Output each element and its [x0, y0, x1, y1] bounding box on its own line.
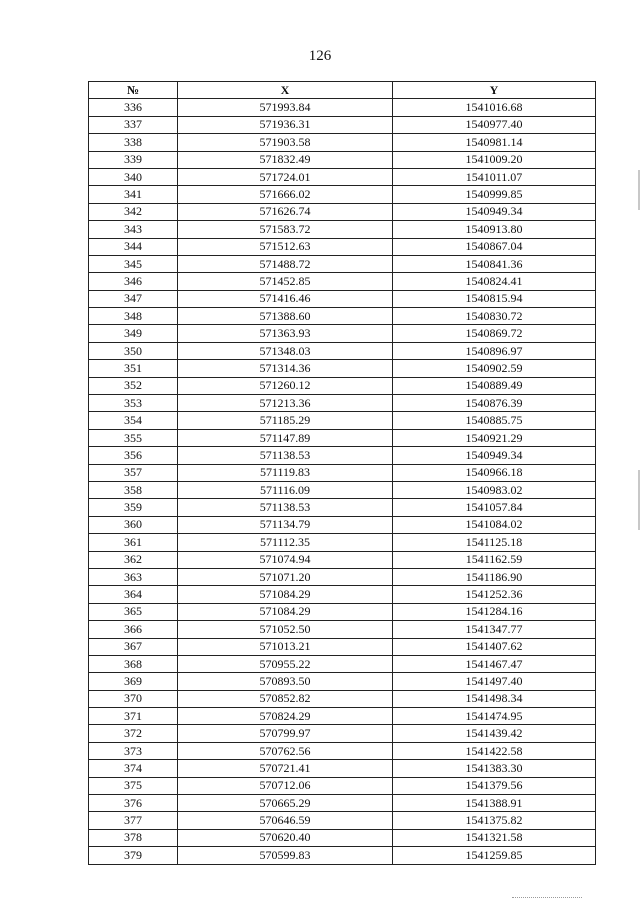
- cell-number: 361: [89, 534, 178, 551]
- cell-number: 339: [89, 151, 178, 168]
- cell-y: 1541497.40: [393, 673, 596, 690]
- cell-y: 1541125.18: [393, 534, 596, 551]
- cell-y: 1540889.49: [393, 377, 596, 394]
- scan-artifact-dots: [512, 897, 582, 899]
- cell-number: 370: [89, 690, 178, 707]
- cell-y: 1540824.41: [393, 273, 596, 290]
- table-header-row: [89, 82, 596, 99]
- cell-x: 571903.58: [178, 134, 393, 151]
- cell-number: 362: [89, 551, 178, 568]
- cell-y: 1540949.34: [393, 203, 596, 220]
- cell-number: 376: [89, 795, 178, 812]
- cell-y: 1540902.59: [393, 360, 596, 377]
- cell-x: 570599.83: [178, 847, 393, 864]
- cell-x: 571260.12: [178, 377, 393, 394]
- cell-number: 337: [89, 116, 178, 133]
- cell-number: 344: [89, 238, 178, 255]
- cell-y: 1541439.42: [393, 725, 596, 742]
- cell-y: 1541084.02: [393, 516, 596, 533]
- cell-x: 570824.29: [178, 708, 393, 725]
- cell-number: 347: [89, 290, 178, 307]
- cell-y: 1540999.85: [393, 186, 596, 203]
- cell-number: 338: [89, 134, 178, 151]
- cell-x: 571314.36: [178, 360, 393, 377]
- cell-x: 571512.63: [178, 238, 393, 255]
- cell-number: 364: [89, 586, 178, 603]
- cell-x: 571388.60: [178, 308, 393, 325]
- cell-number: 340: [89, 168, 178, 185]
- cell-x: 571119.83: [178, 464, 393, 481]
- table-row: [89, 481, 596, 498]
- column-header-x: X: [178, 82, 393, 99]
- table-row: [89, 325, 596, 342]
- cell-x: 571832.49: [178, 151, 393, 168]
- cell-x: 570721.41: [178, 760, 393, 777]
- cell-x: 571074.94: [178, 551, 393, 568]
- cell-x: 571112.35: [178, 534, 393, 551]
- cell-x: 571452.85: [178, 273, 393, 290]
- cell-x: 571138.53: [178, 499, 393, 516]
- cell-x: 571363.93: [178, 325, 393, 342]
- cell-x: 570893.50: [178, 673, 393, 690]
- cell-y: 1541379.56: [393, 777, 596, 794]
- cell-y: 1540966.18: [393, 464, 596, 481]
- cell-y: 1541375.82: [393, 812, 596, 829]
- cell-y: 1541011.07: [393, 168, 596, 185]
- cell-x: 571993.84: [178, 99, 393, 116]
- table-row: [89, 847, 596, 864]
- cell-x: 571084.29: [178, 586, 393, 603]
- cell-y: 1540896.97: [393, 342, 596, 359]
- column-header-number: №: [89, 82, 178, 99]
- table-row: [89, 708, 596, 725]
- table-row: [89, 603, 596, 620]
- cell-number: 369: [89, 673, 178, 690]
- table-row: [89, 725, 596, 742]
- table-row: [89, 412, 596, 429]
- table-row: [89, 516, 596, 533]
- cell-number: 366: [89, 621, 178, 638]
- cell-number: 352: [89, 377, 178, 394]
- cell-x: 571583.72: [178, 221, 393, 238]
- cell-y: 1541347.77: [393, 621, 596, 638]
- cell-number: 343: [89, 221, 178, 238]
- table-row: [89, 812, 596, 829]
- cell-number: 377: [89, 812, 178, 829]
- cell-x: 571626.74: [178, 203, 393, 220]
- table-body: [89, 99, 596, 864]
- cell-number: 346: [89, 273, 178, 290]
- cell-number: 341: [89, 186, 178, 203]
- cell-number: 358: [89, 481, 178, 498]
- cell-y: 1541259.85: [393, 847, 596, 864]
- table-row: [89, 238, 596, 255]
- coordinates-table: [88, 81, 596, 865]
- cell-x: 571666.02: [178, 186, 393, 203]
- cell-y: 1541252.36: [393, 586, 596, 603]
- table-row: [89, 134, 596, 151]
- cell-x: 570799.97: [178, 725, 393, 742]
- cell-x: 571013.21: [178, 638, 393, 655]
- cell-y: 1541422.58: [393, 742, 596, 759]
- cell-y: 1541009.20: [393, 151, 596, 168]
- cell-number: 356: [89, 447, 178, 464]
- table-row: [89, 360, 596, 377]
- cell-number: 357: [89, 464, 178, 481]
- table-row: [89, 777, 596, 794]
- column-header-y: Y: [393, 82, 596, 99]
- table-row: [89, 655, 596, 672]
- cell-number: 342: [89, 203, 178, 220]
- cell-number: 351: [89, 360, 178, 377]
- cell-x: 571724.01: [178, 168, 393, 185]
- table-row: [89, 203, 596, 220]
- cell-number: 360: [89, 516, 178, 533]
- cell-y: 1540921.29: [393, 429, 596, 446]
- cell-x: 570762.56: [178, 742, 393, 759]
- cell-y: 1541383.30: [393, 760, 596, 777]
- table-row: [89, 168, 596, 185]
- cell-number: 374: [89, 760, 178, 777]
- table-row: [89, 342, 596, 359]
- cell-x: 570852.82: [178, 690, 393, 707]
- cell-number: 345: [89, 255, 178, 272]
- cell-x: 571138.53: [178, 447, 393, 464]
- cell-number: 378: [89, 829, 178, 846]
- cell-number: 367: [89, 638, 178, 655]
- cell-y: 1541162.59: [393, 551, 596, 568]
- cell-x: 570712.06: [178, 777, 393, 794]
- table-row: [89, 534, 596, 551]
- cell-x: 570620.40: [178, 829, 393, 846]
- cell-y: 1540876.39: [393, 395, 596, 412]
- cell-y: 1540867.04: [393, 238, 596, 255]
- cell-x: 571116.09: [178, 481, 393, 498]
- cell-number: 365: [89, 603, 178, 620]
- cell-number: 350: [89, 342, 178, 359]
- table-row: [89, 568, 596, 585]
- table-row: [89, 464, 596, 481]
- cell-x: 571134.79: [178, 516, 393, 533]
- cell-number: 368: [89, 655, 178, 672]
- cell-y: 1541284.16: [393, 603, 596, 620]
- table-row: [89, 638, 596, 655]
- table-row: [89, 429, 596, 446]
- cell-number: 371: [89, 708, 178, 725]
- cell-number: 349: [89, 325, 178, 342]
- cell-x: 570955.22: [178, 655, 393, 672]
- cell-number: 363: [89, 568, 178, 585]
- table-row: [89, 186, 596, 203]
- table-row: [89, 116, 596, 133]
- table-row: [89, 221, 596, 238]
- cell-number: 348: [89, 308, 178, 325]
- cell-number: 355: [89, 429, 178, 446]
- table-row: [89, 499, 596, 516]
- table-row: [89, 742, 596, 759]
- table-row: [89, 795, 596, 812]
- cell-y: 1540841.36: [393, 255, 596, 272]
- cell-x: 571416.46: [178, 290, 393, 307]
- table-row: [89, 255, 596, 272]
- cell-y: 1541057.84: [393, 499, 596, 516]
- cell-y: 1541407.62: [393, 638, 596, 655]
- cell-x: 571348.03: [178, 342, 393, 359]
- cell-y: 1540869.72: [393, 325, 596, 342]
- cell-y: 1540830.72: [393, 308, 596, 325]
- cell-x: 571071.20: [178, 568, 393, 585]
- cell-y: 1540949.34: [393, 447, 596, 464]
- cell-x: 571052.50: [178, 621, 393, 638]
- table-row: [89, 290, 596, 307]
- cell-number: 354: [89, 412, 178, 429]
- cell-number: 379: [89, 847, 178, 864]
- table-row: [89, 690, 596, 707]
- cell-x: 571084.29: [178, 603, 393, 620]
- table-row: [89, 151, 596, 168]
- cell-number: 375: [89, 777, 178, 794]
- cell-x: 571936.31: [178, 116, 393, 133]
- table-row: [89, 447, 596, 464]
- cell-number: 359: [89, 499, 178, 516]
- cell-x: 571185.29: [178, 412, 393, 429]
- cell-y: 1540913.80: [393, 221, 596, 238]
- cell-y: 1541186.90: [393, 568, 596, 585]
- cell-y: 1540977.40: [393, 116, 596, 133]
- table-row: [89, 621, 596, 638]
- cell-x: 571488.72: [178, 255, 393, 272]
- cell-y: 1540983.02: [393, 481, 596, 498]
- cell-y: 1541321.58: [393, 829, 596, 846]
- table-row: [89, 273, 596, 290]
- table-row: [89, 829, 596, 846]
- table-row: [89, 760, 596, 777]
- table-row: [89, 586, 596, 603]
- cell-number: 353: [89, 395, 178, 412]
- cell-y: 1541016.68: [393, 99, 596, 116]
- table-row: [89, 551, 596, 568]
- cell-y: 1541388.91: [393, 795, 596, 812]
- page-number: 126: [308, 48, 332, 64]
- cell-y: 1540885.75: [393, 412, 596, 429]
- cell-x: 571213.36: [178, 395, 393, 412]
- table-row: [89, 99, 596, 116]
- cell-y: 1540815.94: [393, 290, 596, 307]
- cell-y: 1540981.14: [393, 134, 596, 151]
- table-row: [89, 395, 596, 412]
- cell-number: 336: [89, 99, 178, 116]
- cell-number: 372: [89, 725, 178, 742]
- cell-x: 570646.59: [178, 812, 393, 829]
- table-row: [89, 308, 596, 325]
- cell-y: 1541474.95: [393, 708, 596, 725]
- cell-y: 1541467.47: [393, 655, 596, 672]
- cell-number: 373: [89, 742, 178, 759]
- cell-y: 1541498.34: [393, 690, 596, 707]
- table-row: [89, 377, 596, 394]
- table-row: [89, 673, 596, 690]
- cell-x: 570665.29: [178, 795, 393, 812]
- cell-x: 571147.89: [178, 429, 393, 446]
